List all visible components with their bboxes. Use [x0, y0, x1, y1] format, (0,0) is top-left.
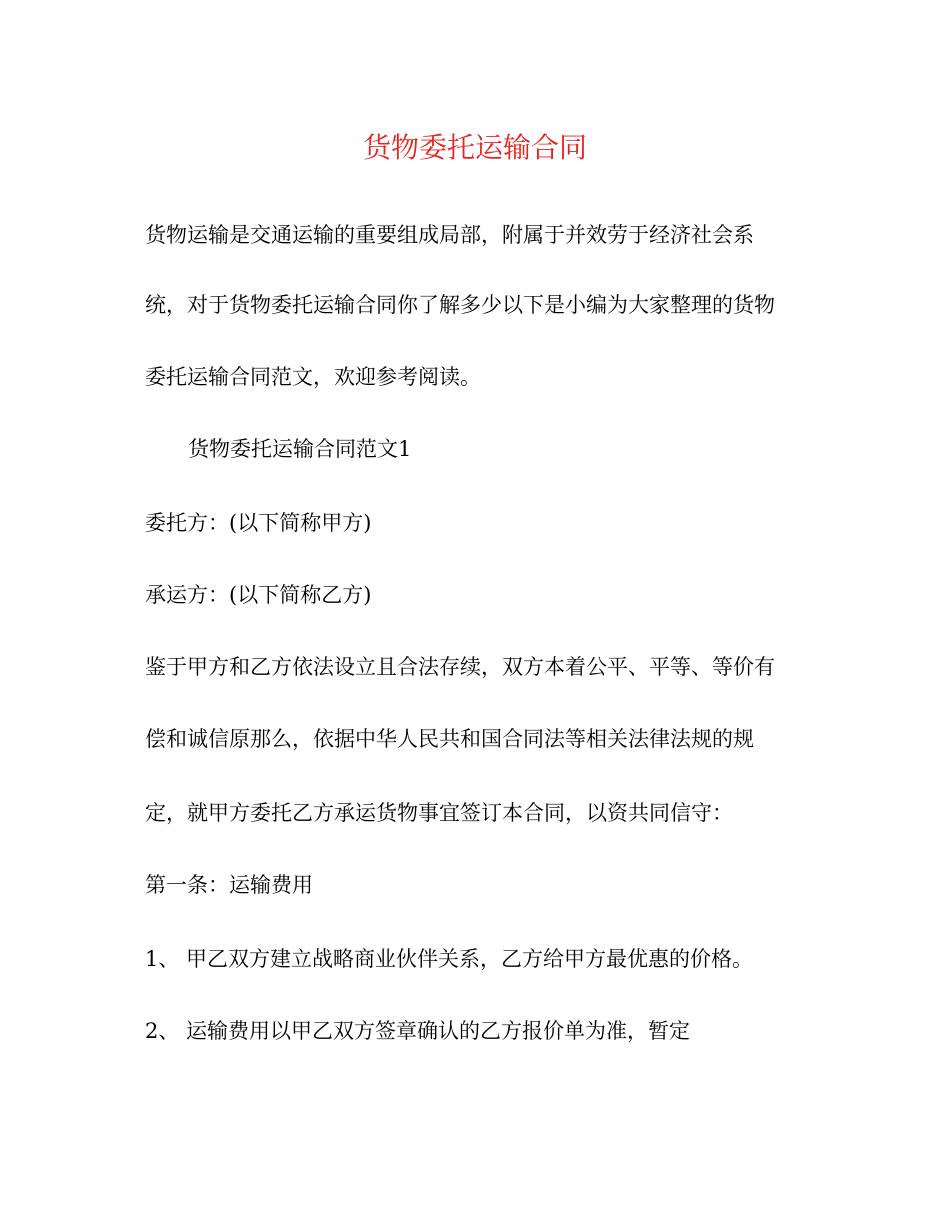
paragraph-line: 货物运输是交通运输的重要组成局部，附属于并效劳于经济社会系 — [145, 223, 754, 247]
clause-heading: 第一条：运输费用 — [145, 873, 313, 897]
paragraph-line: 偿和诚信原那么，依据中华人民共和国合同法等相关法律法规的规 — [145, 727, 754, 751]
document-title: 货物委托运输合同 — [362, 131, 587, 164]
paragraph-line: 承运方：(以下简称乙方) — [145, 583, 372, 607]
paragraph-line: 定，就甲方委托乙方承运货物事宜签订本合同，以资共同信守： — [145, 801, 733, 825]
list-item: 2、 运输费用以甲乙双方签章确认的乙方报价单为准，暂定 — [145, 1019, 691, 1043]
paragraph-line: 鉴于甲方和乙方依法设立且合法存续，双方本着公平、平等、等价有 — [145, 655, 775, 679]
paragraph-line: 委托方：(以下简称甲方) — [145, 511, 372, 535]
paragraph-line: 统，对于货物委托运输合同你了解多少以下是小编为大家整理的货物 — [145, 293, 775, 317]
paragraph-line: 委托运输合同范文，欢迎参考阅读。 — [145, 365, 481, 389]
list-item: 1、 甲乙双方建立战略商业伙伴关系，乙方给甲方最优惠的价格。 — [145, 947, 754, 971]
section-heading: 货物委托运输合同范文1 — [188, 437, 412, 461]
